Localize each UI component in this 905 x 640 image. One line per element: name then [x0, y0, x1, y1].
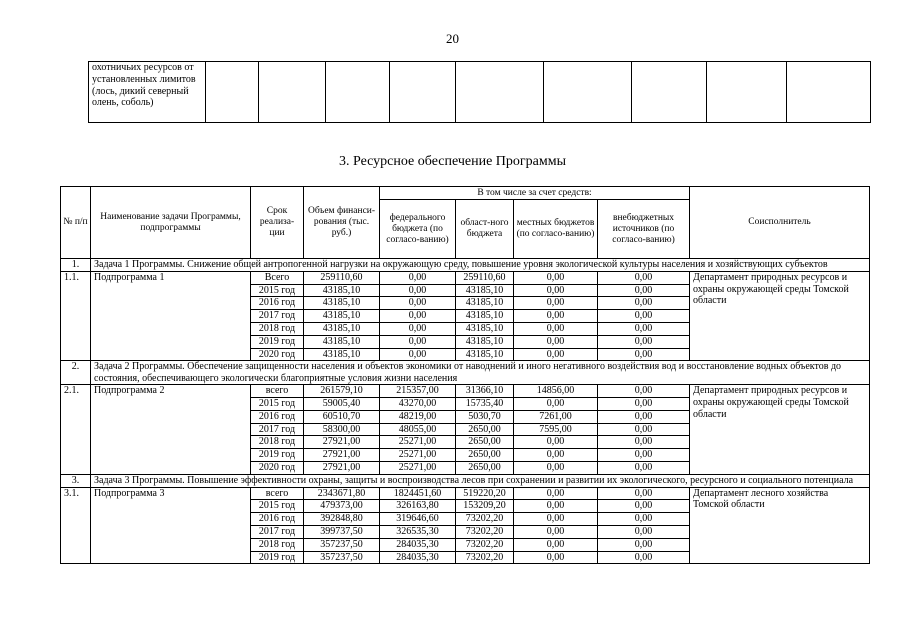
- cell-volume: 43185,10: [304, 322, 380, 335]
- cell-volume: 479373,00: [304, 500, 380, 513]
- cell-extra: 0,00: [598, 487, 690, 500]
- cell-term: 2019 год: [251, 551, 304, 564]
- cell-volume: 43185,10: [304, 335, 380, 348]
- section-title: 3. Ресурсное обеспечение Программы: [338, 154, 566, 169]
- cell-extra: 0,00: [598, 538, 690, 551]
- cell-term: 2019 год: [251, 335, 304, 348]
- task-number: 1.: [61, 259, 91, 272]
- subprogram-coexecutor: Департамент природных ресурсов и охраны окружающей среды Томской области: [690, 271, 870, 361]
- table-row: [89, 62, 871, 123]
- header-row: [61, 187, 870, 200]
- cell-regional: 43185,10: [456, 310, 514, 323]
- header-name: Наименование задачи Программы, подпрограммы: [91, 187, 251, 259]
- page-number: 20: [446, 31, 459, 46]
- cell-term: 2018 год: [251, 538, 304, 551]
- task-row: [61, 474, 870, 487]
- cell-extra: 0,00: [598, 436, 690, 449]
- cell-extra: 0,00: [598, 423, 690, 436]
- cell-extra: 0,00: [598, 385, 690, 398]
- header-including: В том числе за счет средств:: [380, 187, 690, 200]
- cell-federal: 48219,00: [380, 410, 456, 423]
- cell-federal: 0,00: [380, 335, 456, 348]
- cell-regional: 2650,00: [456, 423, 514, 436]
- cell-regional: 2650,00: [456, 461, 514, 474]
- cell-regional: 43185,10: [456, 335, 514, 348]
- header-coexecutor: Соисполнитель: [690, 187, 870, 259]
- cell-local: 0,00: [514, 513, 598, 526]
- cell-federal: 215357,00: [380, 385, 456, 398]
- subprogram-number: 2.1.: [61, 385, 91, 475]
- cell-local: 0,00: [514, 461, 598, 474]
- cell-federal: 43270,00: [380, 397, 456, 410]
- cell-term: 2016 год: [251, 410, 304, 423]
- cell-regional: 73202,20: [456, 513, 514, 526]
- task-text: Задача 3 Программы. Повышение эффективности охраны, защиты и воспроизводства лесов при сохранении и развитии их экологического, ресурсного и социального потенциала: [91, 474, 870, 487]
- cell-term: 2020 год: [251, 461, 304, 474]
- cell-extra: 0,00: [598, 410, 690, 423]
- table-row: [61, 385, 870, 398]
- subprogram-name: Подпрограмма 3: [91, 487, 251, 564]
- header-volume: Объем финанси-рования (тыс. руб.): [304, 187, 380, 259]
- cell-local: 7595,00: [514, 423, 598, 436]
- cell-extra: 0,00: [598, 335, 690, 348]
- cell-volume: 27921,00: [304, 461, 380, 474]
- subprogram-number: 3.1.: [61, 487, 91, 564]
- cell-extra: 0,00: [598, 461, 690, 474]
- cell-local: 0,00: [514, 322, 598, 335]
- cell-term: 2015 год: [251, 397, 304, 410]
- cell-term: 2016 год: [251, 513, 304, 526]
- cell-regional: 153209,20: [456, 500, 514, 513]
- cell-volume: 261579,10: [304, 385, 380, 398]
- cell-local: 0,00: [514, 297, 598, 310]
- cell-volume: 399737,50: [304, 525, 380, 538]
- cell-federal: 25271,00: [380, 449, 456, 462]
- cell-term: 2015 год: [251, 284, 304, 297]
- cell-federal: 25271,00: [380, 436, 456, 449]
- cell-extra: 0,00: [598, 500, 690, 513]
- task-row: [61, 361, 870, 385]
- cell-federal: 0,00: [380, 348, 456, 361]
- cell-local: 0,00: [514, 397, 598, 410]
- cell-volume: 2343671,80: [304, 487, 380, 500]
- cell-extra: 0,00: [598, 513, 690, 526]
- cell-regional: 43185,10: [456, 297, 514, 310]
- cell-volume: 43185,10: [304, 297, 380, 310]
- cell-term: 2018 год: [251, 436, 304, 449]
- cell-local: 0,00: [514, 335, 598, 348]
- cell-local: 0,00: [514, 284, 598, 297]
- task-text: Задача 2 Программы. Обеспечение защищенности населения и объектов экономики от наводнений и иного негативного воздействия вод и восстановление водных объектов до состояния, обеспечивающего экологически благоприятные условия жизни населения: [91, 361, 870, 385]
- cell-term: Всего: [251, 271, 304, 284]
- header-federal: федерального бюджета (по согласо-ванию): [380, 200, 456, 259]
- cell-regional: 259110,60: [456, 271, 514, 284]
- cell-term: всего: [251, 385, 304, 398]
- task-row: [61, 259, 870, 272]
- cell-extra: 0,00: [598, 297, 690, 310]
- cell-local: 0,00: [514, 449, 598, 462]
- cell-local: 7261,00: [514, 410, 598, 423]
- task-number: 2.: [61, 361, 91, 385]
- cell-volume: 259110,60: [304, 271, 380, 284]
- cell-regional: 73202,20: [456, 525, 514, 538]
- continued-table-fragment: [88, 61, 871, 123]
- header-num: № п/п: [61, 187, 91, 259]
- cell-regional: 2650,00: [456, 436, 514, 449]
- header-regional: област-ного бюджета: [456, 200, 514, 259]
- cell-term: 2016 год: [251, 297, 304, 310]
- cell-federal: 48055,00: [380, 423, 456, 436]
- cell-volume: 357237,50: [304, 538, 380, 551]
- cell-volume: 357237,50: [304, 551, 380, 564]
- cell-local: 0,00: [514, 551, 598, 564]
- cell-federal: 0,00: [380, 322, 456, 335]
- subprogram-name: Подпрограмма 1: [91, 271, 251, 361]
- cell-local: 0,00: [514, 538, 598, 551]
- cell-federal: 0,00: [380, 271, 456, 284]
- cell-extra: 0,00: [598, 310, 690, 323]
- cell-regional: 31366,10: [456, 385, 514, 398]
- cell-extra: 0,00: [598, 397, 690, 410]
- task-number: 3.: [61, 474, 91, 487]
- cell-federal: 319646,60: [380, 513, 456, 526]
- cell-volume: 27921,00: [304, 449, 380, 462]
- cell-local: 0,00: [514, 525, 598, 538]
- cell-federal: 25271,00: [380, 461, 456, 474]
- cell-local: 0,00: [514, 500, 598, 513]
- cell-extra: 0,00: [598, 348, 690, 361]
- cell-regional: 43185,10: [456, 348, 514, 361]
- header-term: Срок реализа-ции: [251, 187, 304, 259]
- cell-term: 2019 год: [251, 449, 304, 462]
- cell-federal: 284035,30: [380, 538, 456, 551]
- cell-local: 0,00: [514, 436, 598, 449]
- task-text: Задача 1 Программы. Снижение общей антропогенной нагрузки на окружающую среду, повышение уровня экологической культуры населения и хозяйствующих субъектов: [91, 259, 870, 272]
- cell-regional: 73202,20: [456, 551, 514, 564]
- cell-volume: 58300,00: [304, 423, 380, 436]
- cell-regional: 73202,20: [456, 538, 514, 551]
- resource-table: [60, 186, 870, 564]
- cell-extra: 0,00: [598, 449, 690, 462]
- table-cell: охотничьих ресурсов от установленных лимитов (лось, дикий северный олень, соболь): [89, 62, 206, 123]
- cell-federal: 326535,30: [380, 525, 456, 538]
- cell-volume: 43185,10: [304, 284, 380, 297]
- header-local: местных бюджетов (по согласо-ванию): [514, 200, 598, 259]
- cell-federal: 0,00: [380, 284, 456, 297]
- cell-local: 14856,00: [514, 385, 598, 398]
- cell-regional: 2650,00: [456, 449, 514, 462]
- cell-term: 2020 год: [251, 348, 304, 361]
- cell-federal: 0,00: [380, 310, 456, 323]
- cell-term: 2017 год: [251, 310, 304, 323]
- subprogram-name: Подпрограмма 2: [91, 385, 251, 475]
- cell-extra: 0,00: [598, 271, 690, 284]
- cell-extra: 0,00: [598, 525, 690, 538]
- cell-volume: 27921,00: [304, 436, 380, 449]
- cell-regional: 43185,10: [456, 284, 514, 297]
- cell-extra: 0,00: [598, 551, 690, 564]
- cell-volume: 43185,10: [304, 348, 380, 361]
- cell-volume: 59005,40: [304, 397, 380, 410]
- header-extra: внебюджетных источников (по согласо-ванию): [598, 200, 690, 259]
- cell-regional: 5030,70: [456, 410, 514, 423]
- cell-federal: 326163,80: [380, 500, 456, 513]
- cell-local: 0,00: [514, 487, 598, 500]
- cell-volume: 60510,70: [304, 410, 380, 423]
- cell-regional: 15735,40: [456, 397, 514, 410]
- cell-term: 2017 год: [251, 423, 304, 436]
- cell-volume: 392848,80: [304, 513, 380, 526]
- cell-local: 0,00: [514, 348, 598, 361]
- cell-federal: 284035,30: [380, 551, 456, 564]
- cell-local: 0,00: [514, 271, 598, 284]
- table-row: [61, 271, 870, 284]
- cell-term: 2018 год: [251, 322, 304, 335]
- cell-local: 0,00: [514, 310, 598, 323]
- cell-regional: 519220,20: [456, 487, 514, 500]
- cell-federal: 0,00: [380, 297, 456, 310]
- table-row: [61, 487, 870, 500]
- cell-term: 2017 год: [251, 525, 304, 538]
- subprogram-coexecutor: Департамент лесного хозяйства Томской области: [690, 487, 870, 564]
- cell-regional: 43185,10: [456, 322, 514, 335]
- cell-term: всего: [251, 487, 304, 500]
- cell-term: 2015 год: [251, 500, 304, 513]
- subprogram-number: 1.1.: [61, 271, 91, 361]
- cell-extra: 0,00: [598, 322, 690, 335]
- cell-federal: 1824451,60: [380, 487, 456, 500]
- cell-volume: 43185,10: [304, 310, 380, 323]
- subprogram-coexecutor: Департамент природных ресурсов и охраны окружающей среды Томской области: [690, 385, 870, 475]
- cell-extra: 0,00: [598, 284, 690, 297]
